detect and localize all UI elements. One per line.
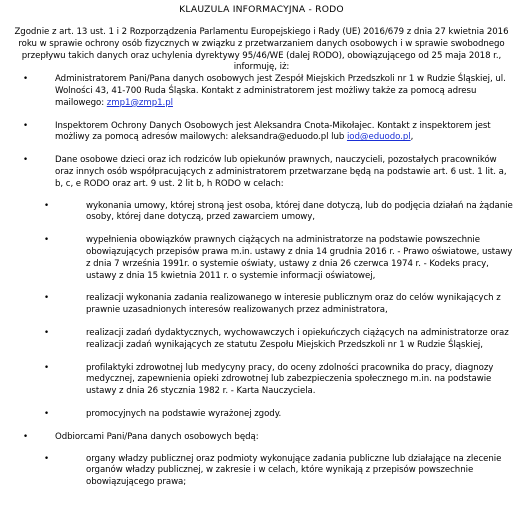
bullet-icon: • bbox=[23, 120, 29, 131]
purpose-item bbox=[44, 293, 515, 317]
purpose-text: realizacji zadań dydaktycznych, wychowawczych i opiekuńczych ciążących na administratorze oraz realizacji zadań wynikających ze statutu Zespołu Miejskich Przedszkoli nr 1 w Rudzie Śląskiej, bbox=[86, 327, 509, 350]
document-title: KLAUZULA INFORMACYJNA - RODO bbox=[179, 4, 344, 15]
bullet-icon: • bbox=[44, 453, 50, 464]
recipient-text: organy władzy publicznej oraz podmioty wykonujące zadania publiczne lub działające na zlecenie organów władzy publicznej, w zakresie i w celach, które wynikają z przepisów powszechnie obowiązującego prawa; bbox=[86, 453, 502, 488]
recipients-sublist bbox=[44, 453, 515, 489]
purpose-text: realizacji wykonania zadania realizowanego w interesie publicznym oraz do celów wynikających z prawnie uzasadnionych interesów realizowanych przez administratora, bbox=[86, 293, 501, 316]
list-item-purposes bbox=[8, 155, 515, 421]
list-item-inspector bbox=[8, 121, 515, 145]
bullet-icon: • bbox=[23, 74, 29, 85]
bullet-icon: • bbox=[44, 408, 50, 419]
bullet-icon: • bbox=[44, 362, 50, 373]
bullet-icon: • bbox=[23, 155, 29, 166]
purpose-text: profilaktyki zdrowotnej lub medycyny pracy, do oceny zdolności pracownika do pracy, diagnozy medycznej, zapewnienia opieki zdrowotnej lub zabezpieczenia społecznego m.in. na podstawie ustawy z dnia 26 stycznia 1982 r. - Karta Nauczyciela. bbox=[86, 362, 494, 397]
purpose-item bbox=[44, 327, 515, 352]
recipients-text: Odbiorcami Pani/Pana danych osobowych będą: bbox=[55, 431, 259, 442]
bullet-icon: • bbox=[44, 235, 50, 246]
purpose-text: promocyjnych na podstawie wyrażonej zgody. bbox=[86, 408, 282, 419]
inspector-text: Inspektorem Ochrony Danych Osobowych jest Aleksandra Cnota-Mikołajec. Kontakt z inspektorem jest możliwy za pomocą adresów mailowych: aleksandra@eduodo.pl lub bbox=[55, 120, 491, 143]
purpose-item bbox=[44, 200, 515, 225]
bullet-icon: • bbox=[44, 293, 50, 304]
list-item-administrator bbox=[8, 74, 515, 109]
purposes-text: Dane osobowe dzieci oraz ich rodziców lub opiekunów prawnych, nauczycieli, pozostałych pracowników oraz innych osób współpracujących z administratorem przetwarzane będą na podstawie art. 6 ust. 1 lit. a, b, c, e RODO oraz art. 9 ust. 2 lit b, h RODO w celach: bbox=[55, 155, 507, 189]
administrator-text: Administratorem Pani/Pana danych osobowych jest Zespół Miejskich Przedszkoli nr 1 w Rudzie Śląskiej, ul. Wolności 43, 41-700 Ruda Śląska. Kontakt z administratorem jest możliwy także za pomocą adresu mailowego: bbox=[55, 74, 506, 108]
clause-list bbox=[8, 74, 515, 489]
document-page bbox=[0, 4, 523, 527]
purpose-text: wypełnienia obowiązków prawnych ciążących na administratorze na podstawie powszechnie obowiązujących przepisów prawa m.in. ustawy z dnia 14 grudnia 2016 r. - Prawo oświatowe, ustawy z dnia 7 września 1991r. o systemie oświaty, ustawy z dnia 26 czerwca 1974 r. - Kodeks pracy, ustawy z dnia 15 kwietnia 2011 r. o systemie informacji oświatowej, bbox=[86, 235, 513, 281]
administrator-email-link[interactable]: zmp1@zmp1.pl bbox=[106, 97, 173, 108]
purpose-text: wykonania umowy, której stroną jest osoba, której dane dotyczą, lub do podjęcia działań na żądanie osoby, której dane dotyczą, przed zawarciem umowy, bbox=[86, 200, 513, 223]
intro-paragraph: Zgodnie z art. 13 ust. 1 i 2 Rozporządzenia Parlamentu Europejskiego i Rady (UE) 2016/679 z dnia 27 kwietnia 2016 roku w sprawie ochrony osób fizycznych w związku z przetwarzaniem danych osobowych i w sprawie swobodnego przepływu takich danych oraz uchylenia dyrektywy 95/46/WE (dalej RODO), obowiązującego od 25 maja 2018 r., informuję, iż: bbox=[14, 27, 509, 73]
bullet-icon: • bbox=[44, 200, 50, 211]
inspector-email-link[interactable]: iod@eduodo.pl bbox=[346, 132, 411, 143]
bullet-icon: • bbox=[23, 431, 29, 442]
purposes-sublist bbox=[44, 200, 515, 421]
purpose-item bbox=[44, 362, 515, 398]
purpose-item bbox=[44, 408, 515, 421]
list-item-recipients bbox=[8, 432, 515, 489]
inspector-suffix: , bbox=[410, 132, 414, 143]
recipient-item bbox=[44, 453, 515, 489]
purpose-item bbox=[44, 235, 515, 282]
bullet-icon: • bbox=[44, 327, 50, 338]
